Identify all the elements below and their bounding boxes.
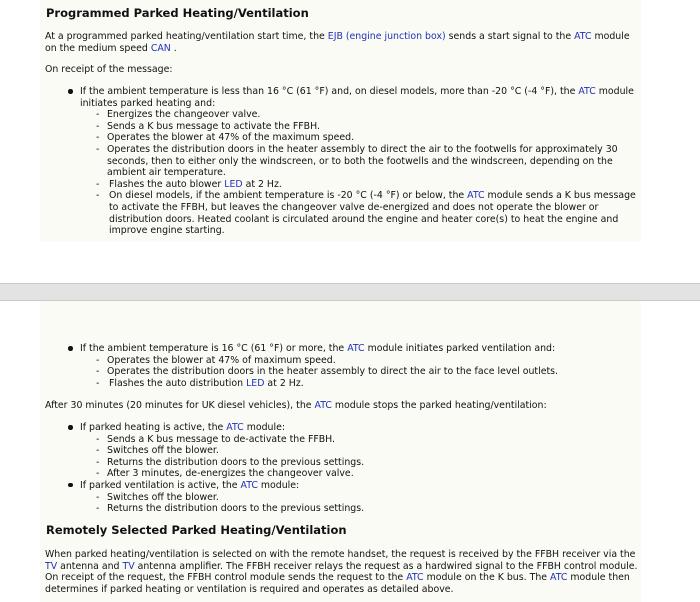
page-top (0, 0, 700, 283)
list-item: - Operates the blower at 47% of the maximum speed. (80, 132, 640, 144)
list-item: - Operates the distribution doors in the heater assembly to direct the air to the footwells for approximately 30 seconds, then to either only the windscreen, or to both the footwells and the windscreen, depending on the ambient air temperature. (80, 144, 640, 179)
atc-link[interactable]: ATC (406, 572, 424, 584)
list-item: - On diesel models, if the ambient temperature is -20 °C (-4 °F) or below, the ATC module sends a K bus message to activate the FFBH, but leaves the changeover valve de-energized and does not operate the blower or distribution doors. Heated coolant is circulated around the engine and heater core(s) to heat the engine and improve engine starting. (80, 190, 640, 236)
page-separator (0, 283, 700, 301)
list-item: If parked ventilation is active, the ATC module: - Switches off the blower. - Returns the distribution doors to the previous settings. (80, 480, 640, 515)
separator-line (0, 283, 700, 284)
list-item: If parked heating is active, the ATC module: - Sends a K bus message to de-activate the FFBH. - Switches off the blower. - Returns the distribution doors to the previous settings. - After 3 minutes, de-energizes the changeover valve. (80, 422, 640, 480)
list-item: - Operates the blower at 47% of maximum speed. (80, 355, 640, 367)
tv-link[interactable]: TV (45, 560, 58, 572)
atc-link[interactable]: ATC (226, 422, 244, 433)
remote-paragraph: When parked heating/ventilation is selected on with the remote handset, the request is received by the FFBH receiver via the TV antenna and TV antenna amplifier. The FFBH receiver relays the request as a hardwired signal to the FFBH control module. On receipt of the request, the FFBH control module sends the request to the ATC module on the K bus. The ATC module then determines if parked heating or ventilation is required and operates as detailed above. (45, 549, 638, 595)
list-item: - Switches off the blower. (80, 445, 640, 457)
led-link[interactable]: LED (224, 178, 243, 190)
atc-link[interactable]: ATC (574, 31, 592, 42)
stop-bullet-list (80, 422, 640, 515)
list-item: - Sends a K bus message to activate the FFBH. (80, 121, 640, 133)
atc-link[interactable]: ATC (347, 343, 365, 354)
page-bottom (0, 301, 700, 602)
atc-link[interactable]: ATC (467, 190, 485, 202)
ventilation-dash-list (80, 355, 640, 390)
list-item: - Returns the distribution doors to the previous settings. (80, 503, 640, 515)
list-item: - After 3 minutes, de-energizes the changeover valve. (80, 468, 640, 480)
list-item: - Returns the distribution doors to the previous settings. (80, 457, 640, 469)
atc-link[interactable]: ATC (314, 400, 332, 411)
section-title-programmed: Programmed Parked Heating/Ventilation (46, 6, 309, 20)
heating-bullet-list (80, 86, 640, 237)
stop-paragraph: After 30 minutes (20 minutes for UK diesel vehicles), the ATC module stops the parked heating/ventilation: (45, 400, 547, 411)
ejb-link[interactable]: EJB (engine junction box) (327, 31, 446, 42)
ventilation-stop-dash-list (80, 492, 640, 515)
list-item: - Operates the distribution doors in the heater assembly to direct the air to the face level outlets. (80, 366, 640, 378)
ventilation-bullet-list (80, 343, 640, 389)
led-link[interactable]: LED (246, 377, 265, 389)
tv-link[interactable]: TV (122, 560, 135, 572)
intro-paragraph: At a programmed parked heating/ventilation start time, the EJB (engine junction box) sends a start signal to the ATC module on the medium speed CAN . (45, 31, 630, 54)
list-item: If the ambient temperature is 16 °C (61 °F) or more, the ATC module initiates parked ventilation and: - Operates the blower at 47% of maximum speed. - Operates the distribution doors in the heater assembly to direct the air to the face level outlets. - Flashes the auto distribution LED at 2 Hz. (80, 343, 640, 389)
heating-stop-dash-list (80, 434, 640, 480)
list-item: If the ambient temperature is less than 16 °C (61 °F) and, on diesel models, more than -20 °C (-4 °F), the ATC module initiates parked heating and: - Energizes the changeover valve. - Sends a K bus message to activate the FFBH. - Operates the blower at 47% of the maximum speed. - Operates the distribution doors in the heater assembly to direct the air to the footwells for approximately 30 seconds, then to either only the windscreen, or to both the footwells and the windscreen, depending on the ambient air temperature. - Flashes the auto blower LED at 2 Hz. - On diesel models, if the ambient temperature is -20 °C (-4 °F) or below, the ATC module sends a K bus message to activate the FFBH, but leaves the changeover valve de-energized and does not operate the blower or distribution doors. Heated coolant is circulated around the engine and heater core(s) to heat the engine and improve engine starting. (80, 86, 640, 237)
list-item: - Flashes the auto blower LED at 2 Hz. (80, 179, 640, 191)
atc-link[interactable]: ATC (550, 572, 568, 584)
heating-dash-list (80, 109, 640, 237)
list-item: - Switches off the blower. (80, 492, 640, 504)
atc-link[interactable]: ATC (578, 86, 596, 97)
receipt-paragraph: On receipt of the message: (45, 64, 173, 75)
can-link[interactable]: CAN (150, 42, 171, 54)
list-item: - Sends a K bus message to de-activate the FFBH. (80, 434, 640, 446)
list-item: - Flashes the auto distribution LED at 2 Hz. (80, 378, 640, 390)
atc-link[interactable]: ATC (240, 479, 258, 491)
list-item: - Energizes the changeover valve. (80, 109, 640, 121)
section-title-remote: Remotely Selected Parked Heating/Ventilation (46, 523, 347, 537)
